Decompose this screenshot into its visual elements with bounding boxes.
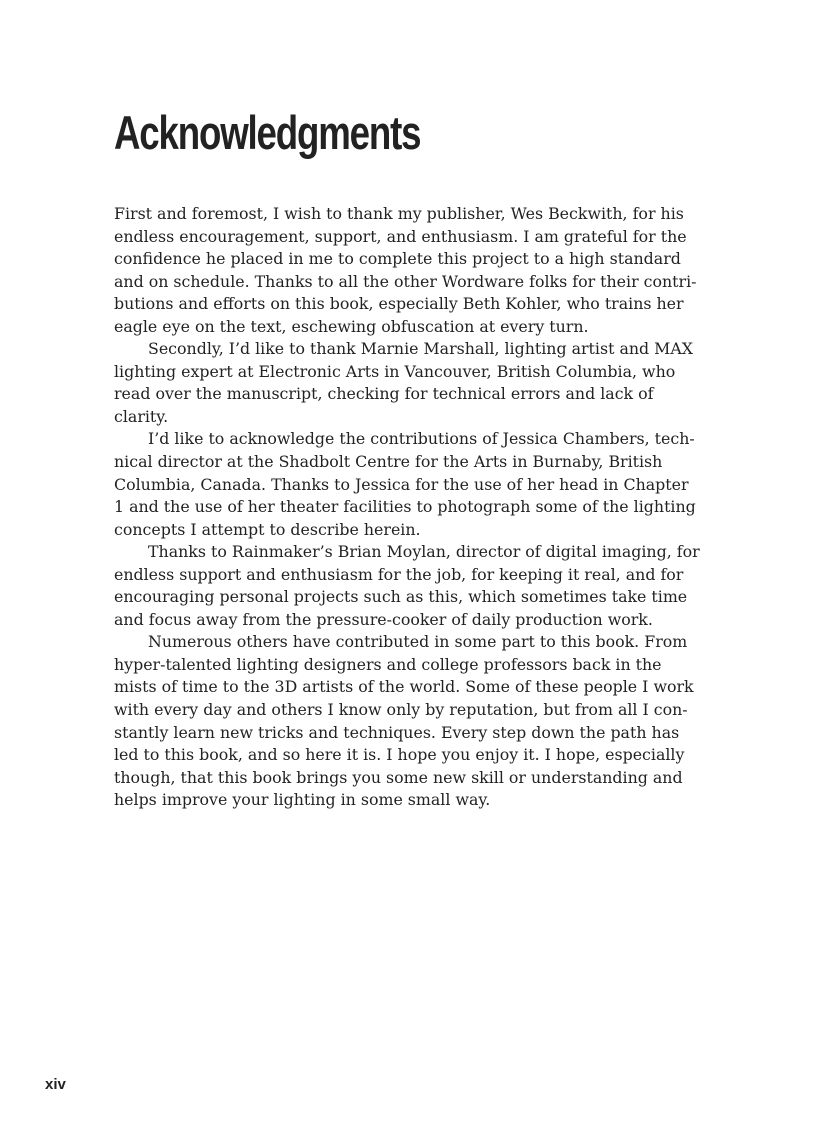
acknowledgments-body [114, 203, 714, 812]
text-line: with every day and others I know only by reputation, but from all I con- [114, 700, 688, 720]
text-line: led to this book, and so here it is. I hope you enjoy it. I hope, especially [114, 745, 685, 765]
text-line: endless encouragement, support, and enthusiasm. I am grateful for the [114, 226, 687, 246]
text-line: read over the manuscript, checking for technical errors and lack of [114, 384, 654, 404]
text-line: hyper-talented lighting designers and college professors back in the [114, 654, 662, 674]
text-line: though, that this book brings you some new skill or understanding and [114, 767, 683, 787]
page-number: xiv [45, 1076, 66, 1093]
text-line: concepts I attempt to describe herein. [114, 519, 421, 539]
paragraph [114, 428, 714, 541]
text-line: confidence he placed in me to complete this project to a high standard [114, 249, 681, 269]
paragraph [114, 541, 714, 631]
text-line: 1 and the use of her theater facilities to photograph some of the lighting [114, 497, 696, 517]
text-line: I’d like to acknowledge the contributions of Jessica Chambers, tech- [148, 429, 695, 449]
text-line: encouraging personal projects such as this, which sometimes take time [114, 587, 688, 607]
paragraph [114, 203, 714, 338]
page-title: Acknowledgments [114, 106, 421, 159]
text-line: nical director at the Shadbolt Centre for the Arts in Burnaby, British [114, 452, 663, 472]
text-line: Thanks to Rainmaker’s Brian Moylan, director of digital imaging, for [148, 542, 700, 562]
paragraph [114, 631, 714, 811]
text-line: Secondly, I’d like to thank Marnie Marshall, lighting artist and MAX [148, 339, 693, 359]
text-line: mists of time to the 3D artists of the world. Some of these people I work [114, 677, 694, 697]
text-line: Columbia, Canada. Thanks to Jessica for the use of her head in Chapter [114, 474, 689, 494]
text-line: and focus away from the pressure-cooker of daily production work. [114, 609, 653, 629]
text-line: helps improve your lighting in some small way. [114, 790, 491, 810]
text-line: eagle eye on the text, eschewing obfuscation at every turn. [114, 316, 589, 336]
text-line: butions and efforts on this book, especially Beth Kohler, who trains her [114, 294, 684, 314]
paragraph [114, 338, 714, 428]
text-line: First and foremost, I wish to thank my publisher, Wes Beckwith, for his [114, 204, 684, 223]
text-line: and on schedule. Thanks to all the other Wordware folks for their contri- [114, 271, 697, 291]
text-line: clarity. [114, 406, 169, 426]
text-line: endless support and enthusiasm for the job, for keeping it real, and for [114, 564, 684, 584]
text-line: Numerous others have contributed in some part to this book. From [148, 632, 688, 652]
text-line: lighting expert at Electronic Arts in Vancouver, British Columbia, who [114, 361, 676, 381]
text-line: stantly learn new tricks and techniques. Every step down the path has [114, 722, 680, 742]
